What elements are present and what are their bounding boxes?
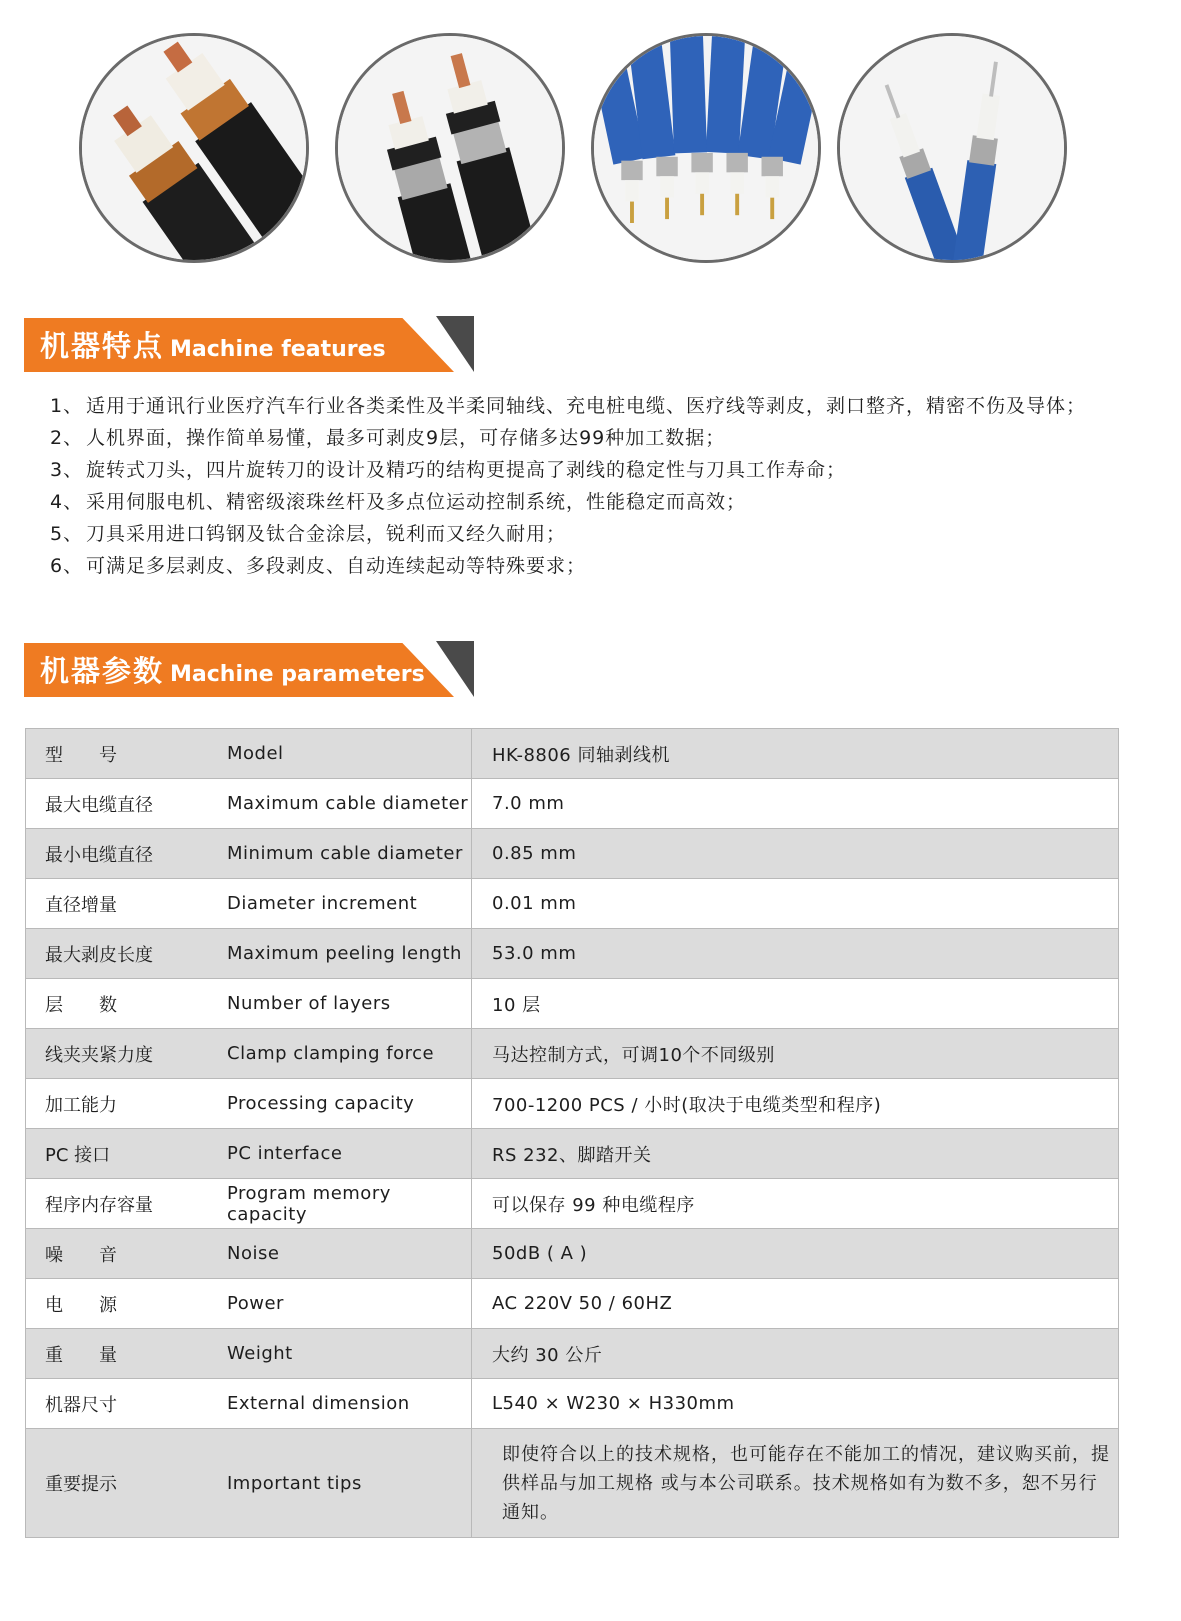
param-name-en: Power <box>225 1279 472 1329</box>
features-title-cn: 机器特点 <box>40 329 165 363</box>
features-section-header <box>24 316 474 374</box>
param-name-cn: 噪 音 <box>26 1229 226 1279</box>
param-name-cn: 加工能力 <box>26 1079 226 1129</box>
param-name-en: Minimum cable diameter <box>225 829 472 879</box>
param-name-cn: 最小电缆直径 <box>26 829 226 879</box>
feature-item <box>50 518 1130 550</box>
feature-text: 刀具采用进口钨钢及钛合金涂层，锐利而又经久耐用； <box>86 523 567 545</box>
table-row <box>26 1029 1119 1079</box>
param-name-cn: 层 数 <box>26 979 226 1029</box>
param-name-en: Number of layers <box>225 979 472 1029</box>
table-row <box>26 829 1119 879</box>
param-name-en: Model <box>225 729 472 779</box>
param-value: AC 220V 50 / 60HZ <box>472 1279 1119 1329</box>
param-value: 0.85 mm <box>472 829 1119 879</box>
param-name-en: Processing capacity <box>225 1079 472 1129</box>
parameter-table <box>25 728 1119 1538</box>
features-title-en: Machine features <box>170 337 386 362</box>
param-value: L540 × W230 × H330mm <box>472 1379 1119 1429</box>
coax-cable-photo-icon <box>594 36 818 260</box>
param-name-cn: 重要提示 <box>26 1429 226 1538</box>
param-name-en: Weight <box>225 1329 472 1379</box>
param-value: 53.0 mm <box>472 929 1119 979</box>
table-row <box>26 1279 1119 1329</box>
param-name-en: Noise <box>225 1229 472 1279</box>
feature-number: 3、 <box>50 459 84 481</box>
param-value: 50dB ( A ) <box>472 1229 1119 1279</box>
feature-list <box>50 390 1130 582</box>
param-value: HK-8806 同轴剥线机 <box>472 729 1119 779</box>
param-value: 即使符合以上的技术规格，也可能存在不能加工的情况，建议购买前，提供样品与加工规格 或与本公司联系。技术规格如有为数不多，恕不另行通知。 <box>472 1429 1119 1538</box>
params-title <box>40 649 425 690</box>
feature-text: 采用伺服电机、精密级滚珠丝杆及多点位运动控制系统，性能稳定而高效； <box>86 491 747 513</box>
table-row <box>26 1379 1119 1429</box>
feature-number: 1、 <box>50 395 84 417</box>
param-value: 马达控制方式，可调10个不同级别 <box>472 1029 1119 1079</box>
param-value: 大约 30 公斤 <box>472 1329 1119 1379</box>
params-title-en: Machine parameters <box>170 662 425 687</box>
param-name-en: Important tips <box>225 1429 472 1538</box>
coax-cable-photo-icon <box>82 36 306 260</box>
params-section-header <box>24 641 474 699</box>
param-name-cn: 机器尺寸 <box>26 1379 226 1429</box>
feature-number: 6、 <box>50 555 84 577</box>
blue-coax-bundle-photo <box>591 33 821 263</box>
coax-cable-photo-icon <box>338 36 562 260</box>
table-row <box>26 1429 1119 1538</box>
thin-blue-coax-photo <box>837 33 1067 263</box>
table-row <box>26 1329 1119 1379</box>
table-row <box>26 729 1119 779</box>
param-name-cn: PC 接口 <box>26 1129 226 1179</box>
feature-text: 人机界面，操作简单易懂，最多可剥皮9层，可存储多达99种加工数据； <box>86 427 726 449</box>
table-row <box>26 979 1119 1029</box>
feature-text: 适用于通讯行业医疗汽车行业各类柔性及半柔同轴线、充电桩电缆、医疗线等剥皮，剥口整齐，精密不伤及导体； <box>86 395 1087 417</box>
features-title <box>40 324 386 365</box>
param-name-en: External dimension <box>225 1379 472 1429</box>
table-row <box>26 879 1119 929</box>
table-row <box>26 929 1119 979</box>
param-name-cn: 重 量 <box>26 1329 226 1379</box>
feature-number: 4、 <box>50 491 84 513</box>
table-row <box>26 1129 1119 1179</box>
feature-text: 可满足多层剥皮、多段剥皮、自动连续起动等特殊要求； <box>86 555 587 577</box>
param-name-cn: 电 源 <box>26 1279 226 1329</box>
param-value: 0.01 mm <box>472 879 1119 929</box>
table-row <box>26 1229 1119 1279</box>
feature-item <box>50 422 1130 454</box>
param-name-cn: 最大电缆直径 <box>26 779 226 829</box>
param-name-cn: 程序内存容量 <box>26 1179 226 1229</box>
feature-item <box>50 390 1086 422</box>
param-name-en: PC interface <box>225 1129 472 1179</box>
param-name-cn: 直径增量 <box>26 879 226 929</box>
braided-coax-photo <box>335 33 565 263</box>
feature-item <box>50 550 1130 582</box>
feature-text: 旋转式刀头，四片旋转刀的设计及精巧的结构更提高了剥线的稳定性与刀具工作寿命； <box>86 459 847 481</box>
thick-copper-coax-photo <box>79 33 309 263</box>
feature-number: 2、 <box>50 427 84 449</box>
param-name-en: Maximum peeling length <box>225 929 472 979</box>
feature-item <box>50 454 1130 486</box>
feature-item <box>50 486 1130 518</box>
param-value: 7.0 mm <box>472 779 1119 829</box>
param-value: 10 层 <box>472 979 1119 1029</box>
table-row <box>26 1179 1119 1229</box>
params-title-cn: 机器参数 <box>40 654 165 688</box>
cable-photo-strip <box>0 0 1181 290</box>
param-name-en: Diameter increment <box>225 879 472 929</box>
param-name-cn: 最大剥皮长度 <box>26 929 226 979</box>
param-value: 700-1200 PCS / 小时(取决于电缆类型和程序) <box>472 1079 1119 1129</box>
table-row <box>26 1079 1119 1129</box>
param-value: 可以保存 99 种电缆程序 <box>472 1179 1119 1229</box>
param-name-en: Maximum cable diameter <box>225 779 472 829</box>
param-name-en: Clamp clamping force <box>225 1029 472 1079</box>
coax-cable-photo-icon <box>840 36 1064 260</box>
param-value: RS 232、脚踏开关 <box>472 1129 1119 1179</box>
param-name-cn: 线夹夹紧力度 <box>26 1029 226 1079</box>
param-name-en: Program memory capacity <box>225 1179 472 1229</box>
feature-number: 5、 <box>50 523 84 545</box>
table-row <box>26 779 1119 829</box>
param-name-cn: 型 号 <box>26 729 226 779</box>
